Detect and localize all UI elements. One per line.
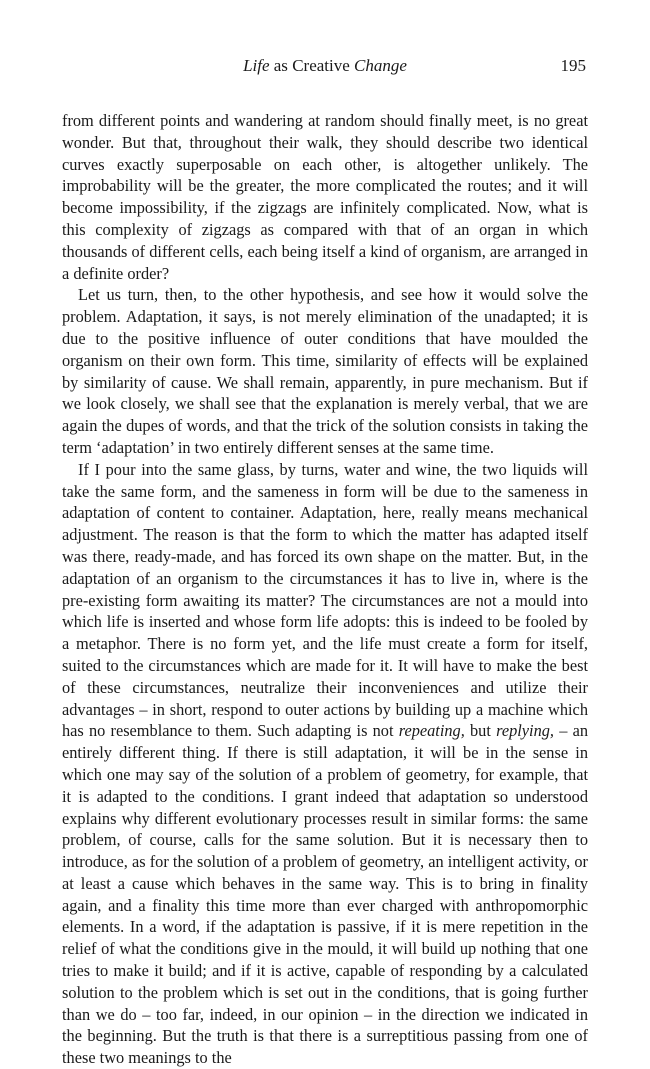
paragraph-3-part-1: If I pour into the same glass, by turns, water and wine, the two liquids will take the same form, and the sameness in form will be due to the sameness in adaptation of content to container. Adaptation, here, really means mechanical adjustment. The reason is that the form to which the matter has adapted itself was there, ready-made, and has forced its own shape on the matter. But, in the adaptation of an organism to the circumstances it has to live in, where is the pre-existing form awaiting its matter? The circumstances are not a mould into which life is inserted and whose form life adopts: this is indeed to be fooled by a metaphor. There is no form yet, and the life must create a form for itself, suited to the circumstances which are made for it. It will have to make the best of these circumstances, neutralize their inconveniences and utilize their advantages – in short, respond to outer actions by building up a machine which has no resemblance to them. Such adapting is not [62, 459, 588, 741]
paragraph-1: from different points and wandering at random should finally meet, is no great wonder. But that, throughout their walk, they should describe two identical curves exactly superposable on each other, is altogether unlikely. The improbability will be the greater, the more complicated the routes; and it will become impossibility, if the zigzags are infinitely complicated. Now, what is this complexity of zigzags as compared with that of an organ in which thousands of different cells, each being itself a kind of organism, are arranged in a definite order? [62, 111, 588, 283]
body-text [62, 110, 588, 1069]
emphasis-repeating: repeating, [398, 721, 465, 741]
paragraph-3-part-3: – an entirely different thing. If there is still adaptation, it will be in the sense in which one may say of the solution of a problem of geometry, for example, that it is adapted to the conditions. I grant indeed that adaptation so understood explains why different evolutionary processes result in similar forms: the same problem, of course, calls for the same solution. But it is necessary then to introduce, as for the solution of a problem of geometry, an intelligent activity, or at least a cause which behaves in the same way. This is to bring in finality again, and a finality this time more than ever charged with anthropomorphic elements. In a word, if the adaptation is passive, if it is mere repetition in the relief of what the conditions give in the mould, it will build up nothing that one tries to make it build; and if it is active, capable of responding by a calculated solution to the problem which is set out in the conditions, that is going further than we do – too far, indeed, in our opinion – in the direction we indicated in the beginning. But the truth is that there is a surreptitious passing from one of these two meanings to the [62, 721, 588, 1068]
paragraph-3-part-2: but [464, 721, 497, 741]
emphasis-replying: replying, [496, 721, 555, 741]
running-title-life: Life [243, 56, 270, 75]
running-title-as: as [269, 56, 293, 75]
paragraph-3 [62, 459, 588, 1069]
running-title [62, 56, 588, 76]
page-number: 195 [560, 56, 586, 75]
running-title-change: Change [354, 56, 407, 75]
book-page [62, 56, 588, 1069]
running-head [62, 56, 588, 82]
running-title-creative: Creative [292, 56, 350, 75]
paragraph-2: Let us turn, then, to the other hypothesis, and see how it would solve the problem. Adaptation, it says, is not merely elimination of the unadapted; it is due to the positive influence of outer conditions that have moulded the organism on their own form. This time, similarity of effects will be explained by similarity of cause. We shall remain, apparently, in pure mechanism. But if we look closely, we shall see that the explanation is merely verbal, that we are again the dupes of words, and that the trick of the solution consists in taking the term ‘adaptation’ in two entirely different senses at the same time. [62, 285, 588, 457]
